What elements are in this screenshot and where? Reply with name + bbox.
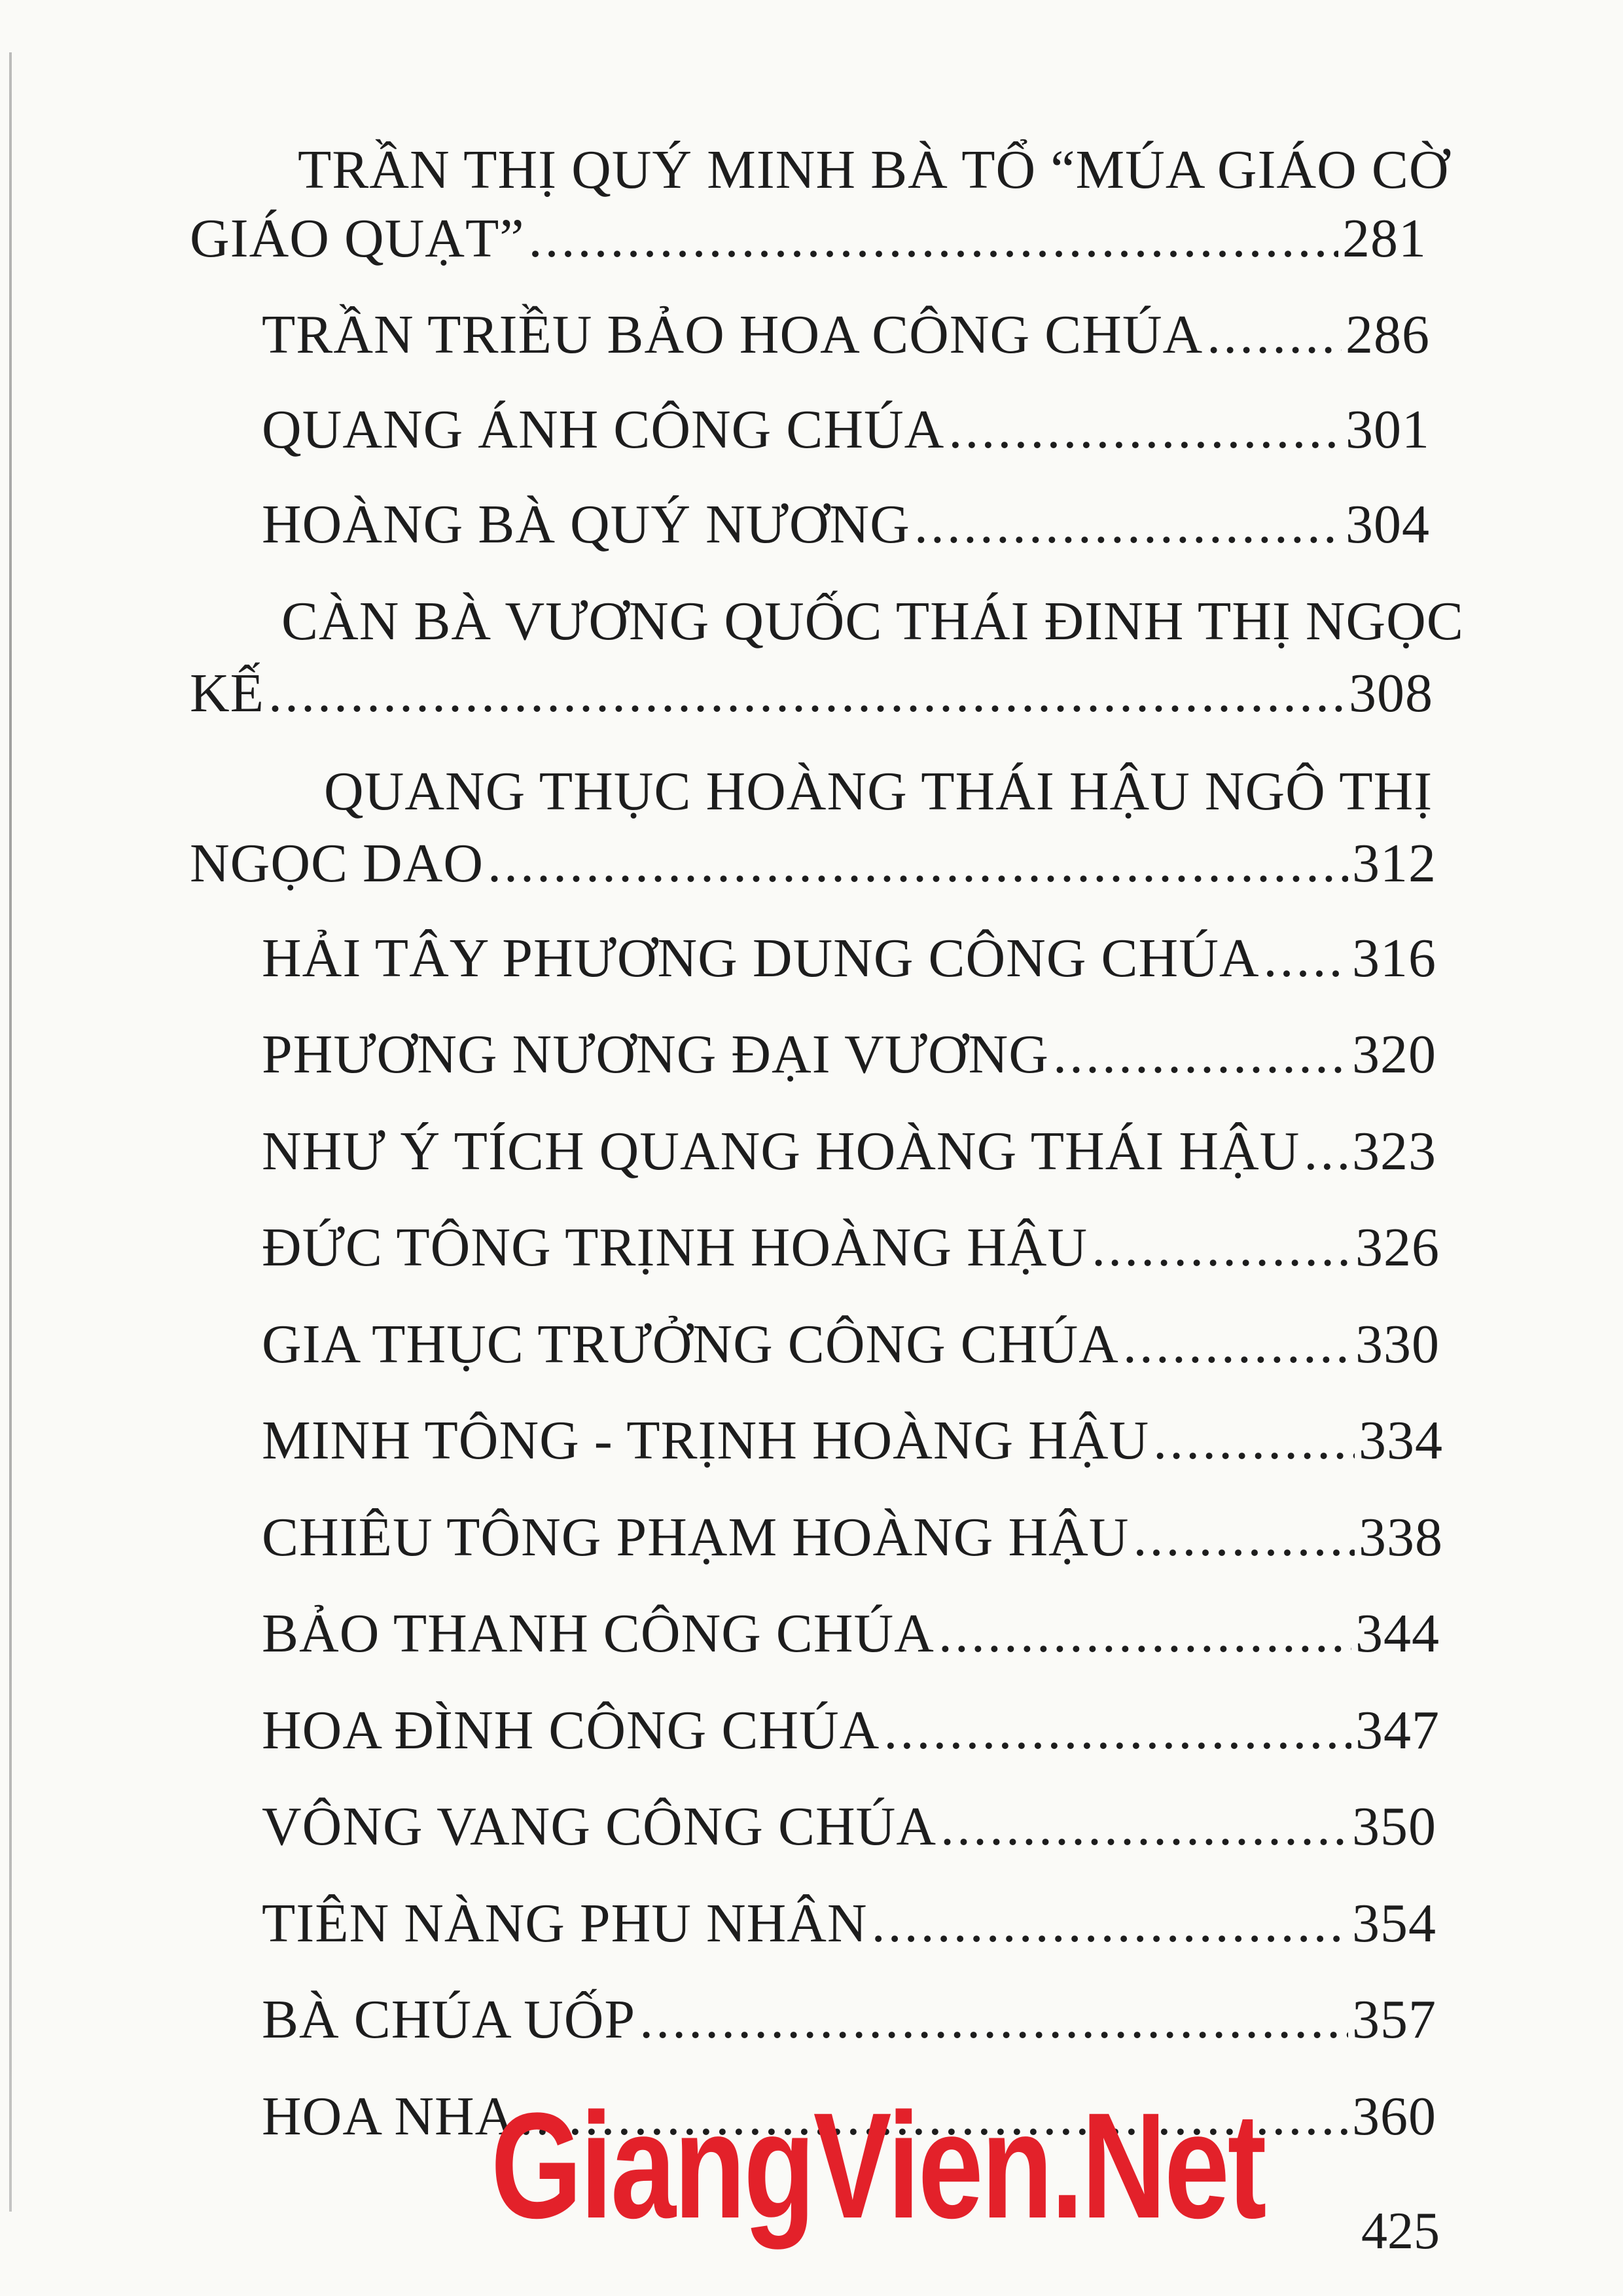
toc-entry-title: BẢO THANH CÔNG CHÚA — [262, 1603, 935, 1664]
toc-entry[interactable] — [262, 397, 1430, 463]
toc-entry-title: CHIÊU TÔNG PHẠM HOÀNG HẬU — [262, 1507, 1130, 1568]
toc-entry-page: 344 — [1355, 1603, 1440, 1664]
toc-entry[interactable] — [262, 1119, 1436, 1184]
dot-leader — [883, 1698, 1351, 1763]
toc-entry-first-line: TRẦN THỊ QUÝ MINH BÀ TỔ “MÚA GIÁO CỜ — [298, 139, 1450, 200]
toc-entry-title: ĐỨC TÔNG TRỊNH HOÀNG HẬU — [262, 1217, 1088, 1278]
toc-entry-title: MINH TÔNG - TRỊNH HOÀNG HẬU — [262, 1410, 1150, 1471]
toc-entry[interactable] — [262, 492, 1430, 557]
toc-entry-page: 323 — [1352, 1121, 1436, 1182]
toc-entry[interactable] — [262, 926, 1436, 991]
toc-entry[interactable] — [262, 1794, 1436, 1860]
toc-entry-title: HẢI TÂY PHƯƠNG DUNG CÔNG CHÚA — [262, 928, 1260, 989]
toc-entry-title: BÀ CHÚA UỐP — [262, 1989, 636, 2050]
dot-leader — [1123, 1312, 1351, 1377]
toc-entry-page: 338 — [1359, 1507, 1443, 1568]
toc-entry-page: 347 — [1355, 1700, 1440, 1761]
dot-leader — [1053, 1022, 1348, 1087]
toc-entry-title: VÔNG VANG CÔNG CHÚA — [262, 1796, 936, 1857]
toc-entry-page: 286 — [1346, 304, 1430, 365]
toc-entry-page: 350 — [1352, 1796, 1436, 1857]
toc-entry-title: QUANG ÁNH CÔNG CHÚA — [262, 399, 945, 460]
dot-leader — [938, 1601, 1351, 1667]
toc-entry-page: 281 — [1342, 208, 1427, 269]
toc-entry[interactable] — [262, 1601, 1440, 1667]
dot-leader — [1153, 1408, 1355, 1474]
toc-entry-page: 360 — [1352, 2086, 1436, 2147]
toc-entry[interactable] — [262, 1505, 1443, 1570]
toc-entry-page: 308 — [1349, 663, 1433, 724]
toc-entry-page: 334 — [1359, 1410, 1443, 1471]
toc-entry[interactable] — [190, 661, 1433, 726]
page-number: 425 — [1361, 2202, 1440, 2260]
dot-leader — [872, 1891, 1348, 1956]
toc-entry[interactable] — [262, 1408, 1443, 1474]
toc-entry-page: 354 — [1352, 1893, 1436, 1954]
toc-entry-title: HOA ĐÌNH CÔNG CHÚA — [262, 1700, 880, 1761]
toc-entry-first-line: QUANG THỤC HOÀNG THÁI HẬU NGÔ THỊ — [324, 761, 1433, 822]
toc-entry-page: 312 — [1352, 833, 1436, 894]
toc-entry-title: GIA THỤC TRƯỞNG CÔNG CHÚA — [262, 1314, 1119, 1375]
toc-entry[interactable] — [262, 1312, 1440, 1377]
toc-entry-first-line: CÀN BÀ VƯƠNG QUỐC THÁI ĐINH THỊ NGỌC — [281, 591, 1464, 652]
toc-entry-page: 330 — [1355, 1314, 1440, 1375]
toc-entry[interactable] — [262, 1891, 1436, 1956]
toc-entry[interactable] — [262, 1987, 1436, 2053]
dot-leader — [1092, 1215, 1351, 1280]
toc-entry-title: NGỌC DAO — [190, 833, 484, 894]
site-watermark: GiangVien.Net — [491, 2081, 1265, 2250]
toc-entry[interactable] — [190, 206, 1427, 272]
toc-entry-title: PHƯƠNG NƯƠNG ĐẠI VƯƠNG — [262, 1024, 1049, 1085]
dot-leader — [940, 1794, 1348, 1860]
dot-leader — [488, 831, 1348, 896]
dot-leader — [1304, 1119, 1348, 1184]
toc-entry[interactable] — [262, 1215, 1440, 1280]
toc-entry[interactable] — [262, 302, 1430, 368]
toc-entry-page: 357 — [1352, 1989, 1436, 2050]
toc-entry-title: NHƯ Ý TÍCH QUANG HOÀNG THÁI HẬU — [262, 1121, 1300, 1182]
dot-leader — [639, 1987, 1348, 2053]
dot-leader — [948, 397, 1342, 463]
dot-leader — [529, 206, 1338, 272]
toc-entry[interactable] — [190, 831, 1436, 896]
toc-entry-title: TIÊN NÀNG PHU NHÂN — [262, 1893, 868, 1954]
toc-entry-title: HOA NHA — [262, 2086, 516, 2147]
toc-entry-page: 326 — [1355, 1217, 1440, 1278]
toc-entry[interactable] — [262, 1698, 1440, 1763]
toc-entry-page: 320 — [1352, 1024, 1436, 1085]
toc-entry-page: 304 — [1346, 494, 1430, 555]
dot-leader — [914, 492, 1342, 557]
toc-entry-title: GIÁO QUẠT” — [190, 208, 525, 269]
dot-leader — [1133, 1505, 1355, 1570]
toc-entry-page: 301 — [1346, 399, 1430, 460]
toc-entry[interactable] — [262, 1022, 1436, 1087]
dot-leader — [1207, 302, 1342, 368]
toc-entry-title: HOÀNG BÀ QUÝ NƯƠNG — [262, 494, 910, 555]
toc-entry-title: KẾ — [190, 663, 264, 724]
dot-leader — [1264, 926, 1348, 991]
dot-leader — [268, 661, 1345, 726]
toc-entry-page: 316 — [1352, 928, 1436, 989]
toc-entry-title: TRẦN TRIỀU BẢO HOA CÔNG CHÚA — [262, 304, 1204, 365]
